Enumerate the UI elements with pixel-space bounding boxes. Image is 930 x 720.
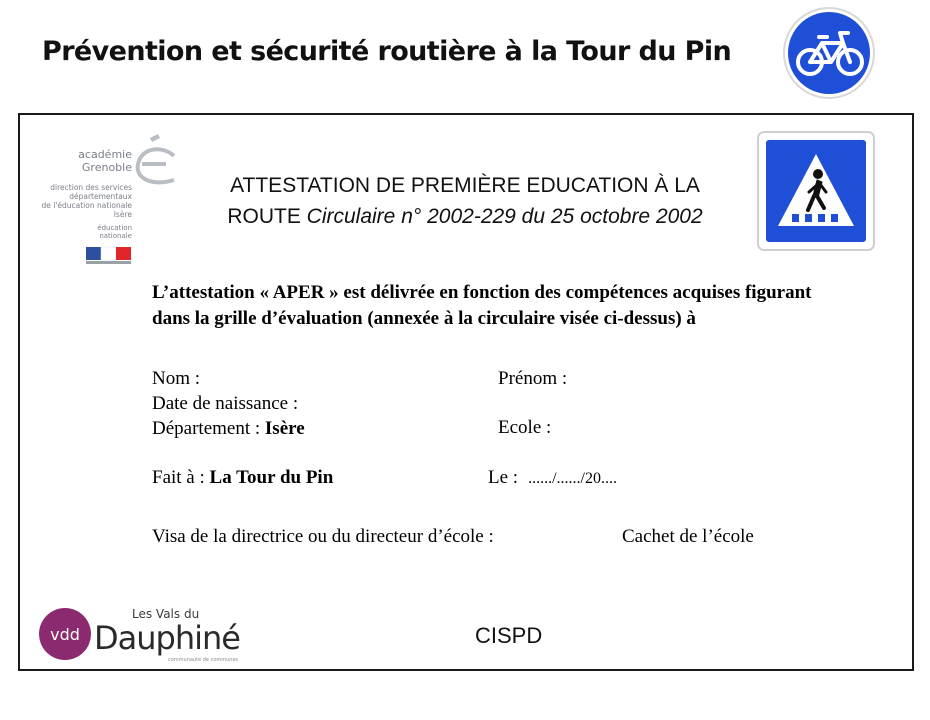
nom-label: Nom : [152,368,201,389]
fait-field [152,467,333,489]
vals-du-dauphine-logo [38,603,283,665]
visa-label: Visa de la directrice ou du directeur d’école : [152,526,494,547]
ecole-label: Ecole : [498,417,552,438]
attestation-title-line2 [190,201,740,232]
attestation-intro [152,280,892,332]
svg-text:communauté de communes: communauté de communes [168,657,239,663]
cachet-label: Cachet de l’école [622,526,754,547]
intro-line1: L’attestation « APER » est délivrée en fonction des compétences acquises figurant [152,282,812,303]
le-label: Le : [488,467,519,488]
departement-field [152,418,305,440]
circulaire-reference: Circulaire n° 2002-229 du 25 octobre 2002 [306,205,703,228]
intro-line2: dans la grille d’évaluation (annexée à la circulaire visée ci-dessus) à [152,308,696,329]
academie-grenoble-logo [34,134,184,272]
attestation-title [190,170,740,232]
naissance-label: Date de naissance : [152,393,299,414]
bicycle-sign-icon [782,6,876,100]
departement-label: Département : [152,418,265,439]
svg-text:Grenoble: Grenoble [81,161,132,174]
svg-text:éducation: éducation [97,224,132,232]
departement-value: Isère [264,418,305,439]
title-route-text: ROUTE [227,205,307,228]
svg-text:nationale: nationale [99,232,132,240]
svg-text:de l'éducation nationale: de l'éducation nationale [41,201,132,210]
prenom-label: Prénom : [498,368,568,389]
fait-value: La Tour du Pin [209,467,334,488]
fait-label: Fait à : [152,467,210,488]
svg-text:Isère: Isère [113,210,132,219]
le-value: ....../....../20.... [528,470,617,487]
svg-text:départementaux: départementaux [69,192,132,201]
attestation-title-line1: ATTESTATION DE PREMIÈRE EDUCATION À LA [230,174,700,197]
date-field [488,467,617,489]
svg-text:direction des services: direction des services [50,183,132,192]
svg-text:académie: académie [78,148,132,161]
svg-text:Dauphiné: Dauphiné [94,619,240,657]
page-title: Prévention et sécurité routière à la Tour du Pin [42,36,732,67]
svg-text:vdd: vdd [50,625,80,644]
svg-text:Les Vals du: Les Vals du [132,607,200,621]
pedestrian-crossing-sign-icon [756,130,876,252]
cispd-label: CISPD [475,623,543,648]
